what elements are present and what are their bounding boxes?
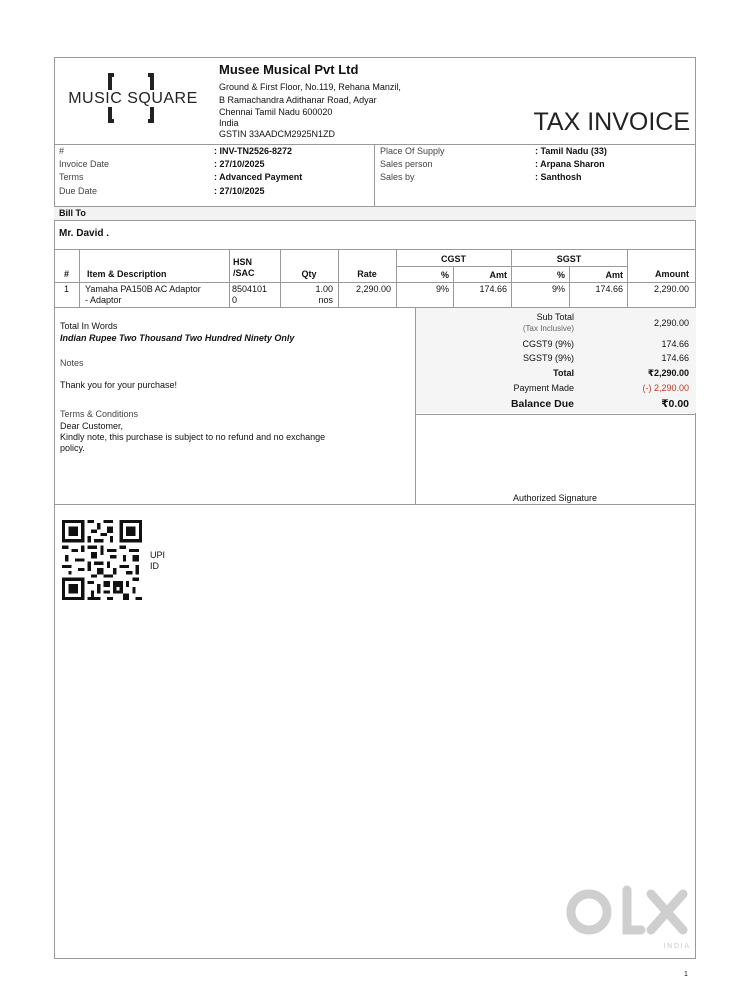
meta-value-due-date: : 27/10/2025 — [214, 186, 265, 196]
col-header-cgst-pct: % — [440, 270, 449, 280]
sgst-total-label: SGST9 (9%) — [522, 353, 574, 363]
company-address-1: Ground & First Floor, No.119, Rehana Manzil, — [219, 82, 401, 92]
olx-watermark — [565, 882, 695, 952]
invoice-sheet — [54, 57, 696, 959]
balance-due-label: Balance Due — [510, 398, 574, 410]
col-header-sgst-amt: Amt — [605, 270, 623, 280]
meta-label-invoice-date: Invoice Date — [59, 159, 110, 169]
cgst-total-value: 174.66 — [661, 339, 689, 349]
company-address-4: India — [219, 118, 239, 128]
col-header-cgst: CGST — [440, 254, 466, 264]
total-in-words-value: Indian Rupee Two Thousand Two Hundred Ninety Only — [60, 333, 295, 343]
company-address-2: B Ramachandra Adithanar Road, Adyar — [219, 95, 377, 105]
meta-label-due-date: Due Date — [59, 186, 98, 196]
meta-label-sales-by: Sales by — [380, 172, 415, 182]
col-header-item: Item & Description — [87, 269, 167, 279]
notes-label: Notes — [60, 358, 84, 368]
sub-total-label: Sub Total — [536, 312, 574, 322]
col-header-amount: Amount — [655, 269, 689, 279]
payment-made-label: Payment Made — [513, 383, 574, 393]
col-header-rate: Rate — [357, 269, 377, 279]
sgst-total-value: 174.66 — [661, 353, 689, 363]
meta-value-sales-person: : Arpana Sharon — [535, 159, 605, 169]
upi-label-1: UPI — [150, 550, 166, 560]
row-item-name: Yamaha PA150B AC Adaptor — [85, 284, 201, 294]
meta-value-number: : INV-TN2526-8272 — [214, 146, 293, 156]
row-qty: 1.00 — [315, 284, 333, 294]
total-label: Total — [553, 368, 574, 378]
company-address-3: Chennai Tamil Nadu 600020 — [219, 107, 333, 117]
terms-label: Terms & Conditions — [60, 409, 139, 419]
total-in-words-label: Total In Words — [60, 321, 118, 331]
company-name: Musee Musical Pvt Ltd — [219, 62, 359, 77]
meta-label-sales-person: Sales person — [380, 159, 433, 169]
logo-text: MUSIC SQUARE — [68, 90, 198, 107]
meta-value-place-of-supply: : Tamil Nadu (33) — [535, 146, 607, 156]
col-header-hsn: HSN /SAC — [233, 257, 255, 278]
bill-to-heading: Bill To — [59, 208, 86, 218]
row-number: 1 — [64, 284, 70, 294]
sub-total-note: (Tax Inclusive) — [522, 324, 574, 333]
company-gstin: GSTIN 33AADCM2925N1ZD — [219, 129, 336, 139]
terms-line-2: Kindly note, this purchase is subject to no refund and no exchange — [60, 432, 326, 442]
meta-label-place-of-supply: Place Of Supply — [380, 146, 445, 156]
row-cgst-pct: 9% — [435, 284, 449, 294]
notes-value: Thank you for your purchase! — [60, 380, 178, 390]
col-header-cgst-amt: Amt — [489, 270, 507, 280]
payment-made-value: (-) 2,290.00 — [642, 383, 689, 393]
row-rate: 2,290.00 — [355, 284, 391, 294]
col-header-sgst-pct: % — [556, 270, 565, 280]
row-hsn-1: 8504101 — [232, 284, 268, 294]
col-header-sgst: SGST — [556, 254, 582, 264]
row-amount: 2,290.00 — [653, 284, 689, 294]
terms-line-1: Dear Customer, — [60, 421, 124, 431]
col-header-qty: Qty — [301, 269, 317, 279]
row-sgst-pct: 9% — [551, 284, 565, 294]
bill-to-name: Mr. David . — [59, 228, 110, 239]
cgst-total-label: CGST9 (9%) — [522, 339, 574, 349]
meta-value-invoice-date: : 27/10/2025 — [214, 159, 265, 169]
meta-label-number: # — [59, 146, 65, 156]
meta-value-sales-by: : Santhosh — [535, 172, 582, 182]
document-title: TAX INVOICE — [533, 108, 690, 136]
upi-qr-code — [62, 520, 142, 600]
sub-total-value: 2,290.00 — [653, 318, 689, 328]
upi-label-2: ID — [150, 561, 159, 571]
row-cgst-amt: 174.66 — [479, 284, 507, 294]
row-item-description: - Adaptor — [85, 295, 122, 305]
authorized-signature: Authorized Signature — [512, 493, 598, 503]
row-sgst-amt: 174.66 — [595, 284, 623, 294]
page-number: 1 — [684, 971, 688, 978]
meta-value-terms: : Advanced Payment — [214, 172, 303, 182]
total-value: ₹2,290.00 — [647, 368, 689, 378]
col-header-number: # — [63, 269, 69, 279]
meta-label-terms: Terms — [59, 172, 84, 182]
row-qty-unit: nos — [318, 295, 333, 305]
olx-watermark-sub: INDIA — [663, 942, 691, 950]
row-hsn-2: 0 — [232, 295, 238, 305]
balance-due-value: ₹0.00 — [661, 398, 689, 410]
terms-line-3: policy. — [60, 443, 85, 453]
